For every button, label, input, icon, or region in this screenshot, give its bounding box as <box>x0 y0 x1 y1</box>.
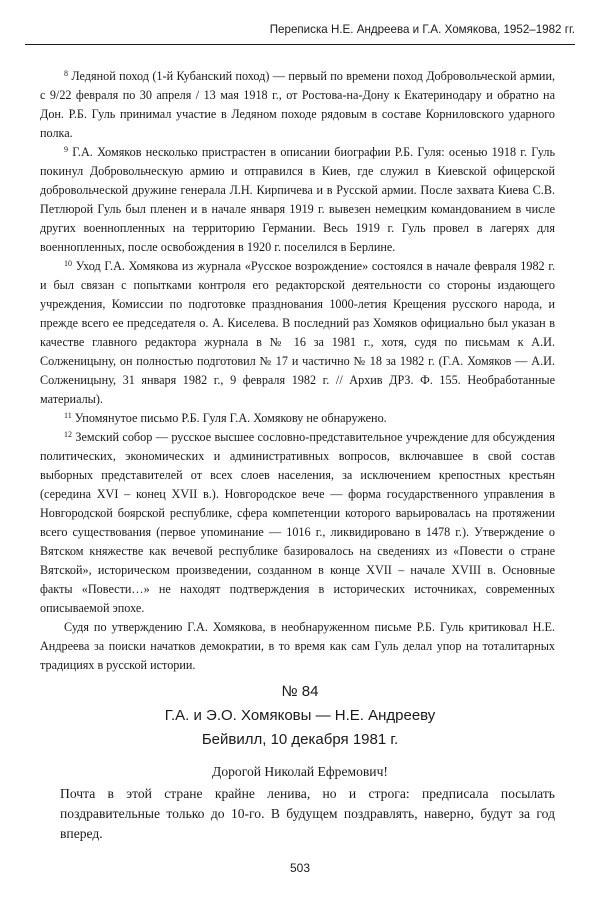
footnote <box>40 257 555 409</box>
letter-paragraph: Почта в этой стране крайне ленива, но и строга: предписала посылать поздравительные только до 10-го. В будущем поздравлять, наверно, будут за год вперед. <box>60 786 555 841</box>
footnote <box>40 67 555 143</box>
footnotes-block <box>40 67 555 675</box>
document-place-date: Бейвилл, 10 декабря 1981 г. <box>201 731 399 748</box>
footnote <box>40 428 555 618</box>
letter-greeting: Дорогой Николай Ефремович! <box>212 764 388 779</box>
footnote-text: Уход Г.А. Хомякова из журнала «Русское возрождение» состоялся в начале февраля 1982 г. и был связан с попытками контроля его редакторской деятельности со стороны издающего учреждения, Комиссии по подготовке празднования 1000-летия Крещения русского народа, и прежде всего ее председателя о. А. Киселева. В последний раз Хомяков официально был указан в качестве главного редактора журнала в № 16 за 1981 г., хотя, судя по письмам к А.И. Солженицыну, он полностью подготовил № 17 и частично № 18 за 1982 г. (Г.А. Хомяков — А.И. Солженицыну, 31 января 1982 г., 9 февраля 1982 г. // Архив ДРЗ. Ф. 155. Необработанные материалы). <box>40 259 555 406</box>
footnote <box>40 409 555 428</box>
running-title: Переписка Н.Е. Андреева и Г.А. Хомякова, 1952–1982 гг. <box>269 23 575 36</box>
footnote-number: 12 <box>64 430 72 439</box>
footnote-number: 8 <box>64 69 68 78</box>
footnote-text: Упомянутое письмо Р.Б. Гуля Г.А. Хомякову не обнаружено. <box>74 411 387 425</box>
commentary: Судя по утверждению Г.А. Хомякова, в необнаруженном письме Р.Б. Гуль критиковал Н.Е. Андреева за поиски начатков демократии, в то время как сам Гуль делал упор на тоталитарных традициях в русской истории. <box>40 620 555 672</box>
footnote-text: Г.А. Хомяков несколько пристрастен в описании биографии Р.Б. Гуля: осенью 1918 г. Гуль покинул Добровольческую армию и отправился в Киев, где служил в Киевской офицерской добровольческой дружине генерала Л.Н. Кирпичева и в Русской армии. После захвата Киева С.В. Петлюрой Гуль был пленен и в начале января 1919 г. вывезен немецким командованием в числе других военнопленных на территорию Германии. Весь 1919 г. Гуль провел в лагерях для военнопленных, после освобождения в 1920 г. поселился в Берлине. <box>40 145 556 254</box>
footnote-text: Земский собор — русское высшее сословно-представительное учреждение для обсуждения политических, экономических и административных вопросов, включавшее в свой состав выборных представителей от всех слоев населения, за исключением крепостных крестьян (середина XVI – конец XVII в.). Новгородское вече — форма государственного управления в Новгородской боярской республике, сфера компетенции которого варьировалась на протяжении всего существования (первое упоминание — 1016 г., ликвидировано в 1478 г.). Утверждение о Вятском княжестве как вечевой республике базировалось на сведениях из «Повести о стране Вятской», историческом произведении, созданном в конце XVII – начале XVIII в. Основные факты «Повести…» не находят подтверждения в исторических источниках, современных описываемой эпохе. <box>40 430 555 615</box>
footnote <box>40 143 555 257</box>
footnote-number: 9 <box>64 145 68 154</box>
letter-body <box>60 784 555 844</box>
footnote-text: Ледяной поход (1-й Кубанский поход) — первый по времени поход Добровольческой армии, с 9/22 февраля по 30 апреля / 13 мая 1918 г., от Ростова-на-Дону к Екатеринодару и обратно на Дон. Р.Б. Гуль принимал участие в Ледяном походе рядовым в составе Корниловского ударного полка. <box>40 69 556 140</box>
footnote-number: 11 <box>64 411 72 420</box>
footnote-number: 10 <box>64 259 72 268</box>
running-header <box>25 14 575 45</box>
page-number: 503 <box>289 861 311 875</box>
document-number: № 84 <box>281 683 319 700</box>
document-authors: Г.А. и Э.О. Хомяковы — Н.Е. Андрееву <box>164 707 436 724</box>
